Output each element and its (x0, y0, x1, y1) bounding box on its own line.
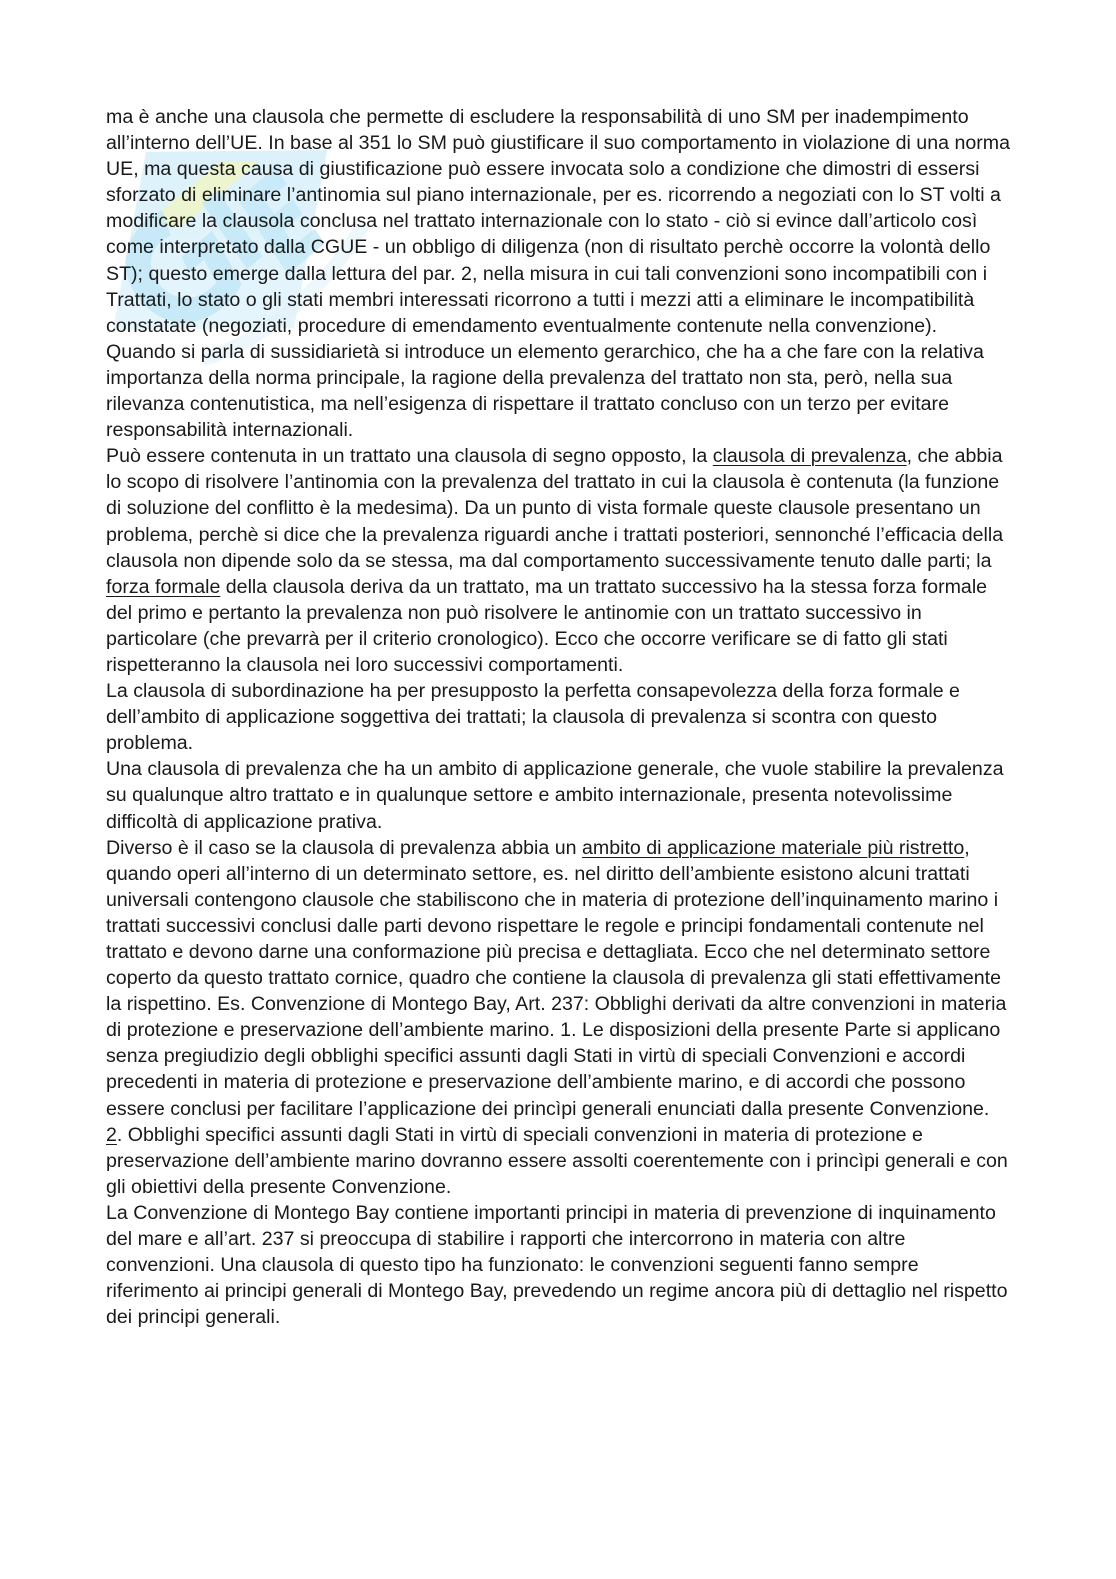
text-segment: Diverso è il caso se la clausola di prevalenza abbia un (106, 836, 582, 859)
text-segment: La clausola di subordinazione ha per presupposto la perfetta consapevolezza della forza formale e dell’ambito di applicazione soggettiva dei trattati; la clausola di prevalenza si scontra con questo problema. (106, 680, 960, 755)
document-body (106, 104, 1011, 1330)
paragraph (106, 1200, 1011, 1330)
text-segment: La Convenzione di Montego Bay contiene importanti principi in materia di prevenzione di inquinamento del mare e all’art. 237 si preoccupa di stabilire i rapporti che intercorrono in materia con altre convenzioni. Una clausola di questo tipo ha funzionato: le convenzioni seguenti fanno sempre riferimento ai principi generali di Montego Bay, prevedendo un regime ancora più di dettaglio nel rispetto dei principi generali. (106, 1201, 1008, 1329)
underlined-term: 2 (106, 1123, 117, 1146)
paragraph (106, 678, 1011, 756)
paragraph (106, 339, 1011, 443)
underlined-term: ambito di applicazione materiale più ristretto (581, 836, 965, 859)
underlined-term: forza formale (106, 575, 221, 598)
text-segment: ma è anche una clausola che permette di escludere la responsabilità di uno SM per inadempimento all’interno dell’UE. In base al 351 lo SM può giustificare il suo comportamento in violazione di una norma UE, ma questa causa di giustificazione può essere invocata solo a condizione che dimostri di essersi sforzato di eliminare l’antinomia sul piano internazionale, per es. ricorrendo a negoziati con lo ST volti a modificare la clausola conclusa nel trattato internazionale con lo stato - ciò si evince dall’articolo così come interpretato dalla CGUE - un obbligo di diligenza (non di risultato perchè occorre la volontà dello ST); questo emerge dalla lettura del par. 2, nella misura in cui tali convenzioni sono incompatibili con i Trattati, lo stato o gli stati membri interessati ricorrono a tutti i mezzi atti a eliminare le incompatibilità constatate (negoziati, procedure di emendamento eventualmente contenute nella convenzione). (106, 106, 1010, 337)
text-segment: Una clausola di prevalenza che ha un ambito di applicazione generale, che vuole stabilire la prevalenza su qualunque altro trattato e in qualunque settore e ambito internazionale, presenta notevolissime difficoltà di applicazione prativa. (106, 758, 1004, 833)
paragraph (106, 835, 1011, 1200)
text-segment: , che abbia lo scopo di risolvere l’antinomia con la prevalenza del trattato in cui la clausola è contenuta (la funzione di soluzione del conflitto è la medesima). Da un punto di vista formale queste clausole presentano un problema, perchè si dice che la prevalenza riguardi anche i trattati posteriori, sennonché l’efficacia della clausola non dipende solo da se stessa, ma dal comportamento successivamente tenuto dalle parti; la (106, 445, 1004, 572)
text-segment: , quando operi all’interno di un determinato settore, es. nel diritto dell’ambiente esistono alcuni trattati universali contengono clausole che stabiliscono che in materia di protezione dell’inquinamento marino i trattati successivi conclusi dalle parti devono rispettare le regole e principi fondamentali contenute nel trattato e devono darne una conformazione più precisa e dettagliata. Ecco che nel determinato settore coperto da questo trattato cornice, quadro che contiene la clausola di prevalenza gli stati effettivamente la rispettino. Es. Convenzione di Montego Bay, Art. 237: Obblighi derivati da altre convenzioni in materia di protezione e preservazione dell’ambiente marino. 1. Le disposizioni della presente Parte si applicano senza pregiudizio degli obblighi specifici assunti dagli Stati in virtù di speciali Convenzioni e accordi precedenti in materia di protezione e preservazione dell’ambiente marino, e di accordi che possono essere conclusi per facilitare l’applicazione dei princìpi generali enunciati dalla presente Convenzione. (106, 836, 1007, 1120)
text-segment: Può essere contenuta in un trattato una clausola di segno opposto, la (106, 445, 713, 468)
text-segment: Quando si parla di sussidiarietà si introduce un elemento gerarchico, che ha a che fare con la relativa importanza della norma principale, la ragione della prevalenza del trattato non sta, però, nella sua rilevanza contenutistica, ma nell’esigenza di rispettare il trattato concluso con un terzo per evitare responsabilità internazionali. (106, 340, 984, 442)
paragraph (106, 104, 1011, 339)
text-segment: della clausola deriva da un trattato, ma un trattato successivo ha la stessa forza formale del primo e pertanto la prevalenza non può risolvere le antinomie con un trattato successivo in particolare (che prevarrà per il criterio cronologico). Ecco che occorre verificare se di fatto gli stati rispetteranno la clausola nei loro successivi comportamenti. (106, 575, 988, 676)
underlined-term: clausola di prevalenza (712, 445, 907, 468)
paragraph (106, 443, 1011, 678)
paragraph (106, 756, 1011, 834)
text-segment: . Obblighi specifici assunti dagli Stati in virtù di speciali convenzioni in materia di protezione e preservazione dell’ambiente marino dovranno essere assolti coerentemente con i princìpi generali e con gli obiettivi della presente Convenzione. (106, 1123, 1008, 1198)
